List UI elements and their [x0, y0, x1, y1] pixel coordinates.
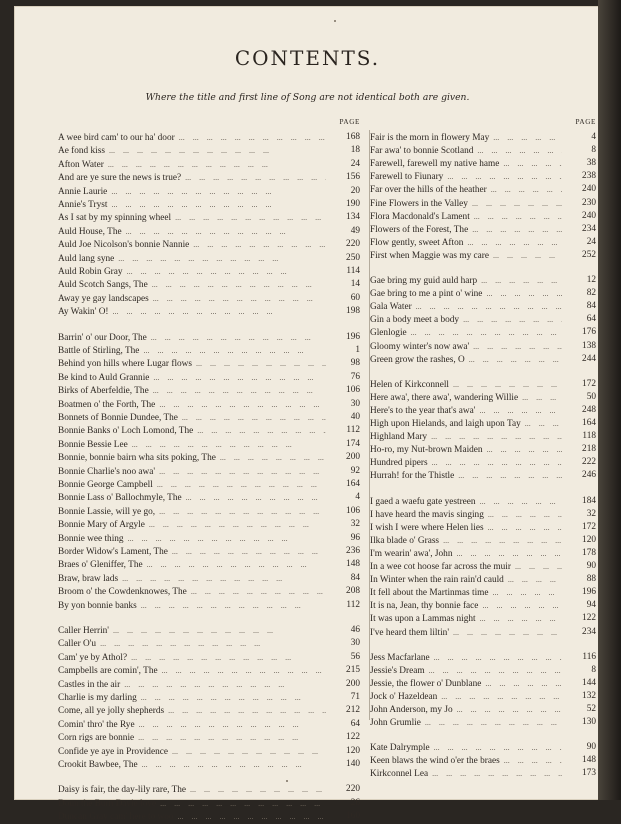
song-title: Jess Macfarlane ...	[370, 651, 562, 665]
contents-entry	[370, 560, 596, 573]
contents-entry	[370, 690, 596, 703]
contents-entry	[58, 637, 360, 650]
page-number: 116	[582, 651, 596, 662]
page-number: 238	[582, 171, 596, 182]
page-number: 30	[350, 638, 360, 649]
page-number: 82	[586, 288, 596, 299]
song-title: Auld House, The ...	[58, 225, 326, 239]
song-title: Bonnie wee thing ...	[58, 532, 326, 546]
song-title: Fine Flowers in the Valley ...	[370, 197, 562, 211]
song-title: I wish I were where Helen lies ...	[370, 521, 562, 535]
page-number: 122	[346, 732, 360, 743]
contents-entry	[370, 326, 596, 339]
contents-entry	[370, 586, 596, 599]
page-number: 215	[346, 665, 360, 676]
contents-entry	[370, 313, 596, 326]
song-title: Auld lang syne ...	[58, 252, 326, 266]
page-number: 148	[582, 755, 596, 766]
contents-entry	[370, 391, 596, 404]
page-number: 198	[346, 306, 360, 317]
song-title: Cam' ye by Athol? ...	[58, 651, 326, 665]
contents-entry	[370, 197, 596, 210]
page-number: 164	[582, 418, 596, 428]
song-title: Annie's Tryst ...	[58, 198, 326, 212]
song-title: Comin' thro' the Rye ...	[58, 718, 326, 732]
song-title: Afton Water ...	[58, 158, 326, 172]
page-number: 200	[346, 678, 360, 689]
song-title: Bonnie Mary of Argyle ...	[58, 518, 326, 532]
page-number: 148	[346, 559, 360, 570]
contents-entry	[58, 331, 360, 344]
page-number: 173	[582, 768, 596, 779]
contents-entry	[370, 249, 596, 262]
song-title: Far awa' to bonnie Scotland ...	[370, 144, 562, 158]
contents-entry	[370, 716, 596, 729]
song-title: High upon Hielands, and laigh upon Tay ...	[370, 417, 562, 431]
contents-entry	[370, 430, 596, 443]
song-title: Gae bring to me a pint o' wine ...	[370, 287, 562, 301]
page-number: 98	[350, 358, 360, 369]
contents-entry	[58, 599, 360, 612]
song-title: Flow gently, sweet Afton ...	[370, 236, 562, 250]
contents-entry	[58, 532, 360, 545]
page-number: 64	[350, 718, 360, 729]
contents-entry	[370, 664, 596, 677]
contents-entry	[58, 731, 360, 744]
page-number: 174	[346, 438, 360, 449]
song-title: Helen of Kirkconnell ...	[370, 378, 562, 392]
contents-entry	[58, 572, 360, 585]
book-page	[14, 6, 601, 823]
contents-entry	[370, 353, 596, 366]
song-title: I'm wearin' awa', John ...	[370, 547, 562, 561]
song-title: Hundred pipers ...	[370, 456, 562, 470]
contents-entry	[370, 651, 596, 664]
page-number: 120	[346, 745, 360, 756]
page-number: 92	[350, 465, 360, 476]
page-number: 40	[350, 412, 360, 422]
page-number: 132	[582, 690, 596, 701]
song-title: I have heard the mavis singing ...	[370, 508, 562, 522]
contents-entry	[370, 456, 596, 469]
song-title: In Winter when the rain rain'd cauld ...	[370, 573, 562, 587]
song-title: Battle of Stirling, The ...	[58, 344, 326, 358]
contents-entry	[58, 371, 360, 384]
contents-entry	[58, 265, 360, 278]
contents-entry	[370, 741, 596, 754]
page-number: 24	[586, 236, 596, 247]
page-number: 112	[346, 425, 360, 436]
page-number: 90	[586, 742, 596, 753]
contents-entry	[370, 274, 596, 287]
song-title: Duncan Gray cam' here to woo ...	[58, 810, 326, 824]
song-title: It is na, Jean, thy bonnie face ...	[370, 599, 562, 613]
contents-entry	[58, 545, 360, 558]
page-number: 252	[582, 249, 596, 260]
page-number: 4	[591, 132, 596, 142]
song-title: Braes o' Gleniffer, The ...	[58, 558, 326, 572]
song-title: Here awa', there awa', wandering Willie ...	[370, 391, 562, 405]
contents-entry	[58, 131, 360, 144]
contents-entry	[58, 278, 360, 291]
song-title: Farewell, farewell my native hame ...	[370, 157, 562, 171]
contents-entry	[370, 236, 596, 249]
contents-entry	[370, 547, 596, 560]
page-number: 234	[582, 223, 596, 234]
song-title: Be kind to Auld Grannie ...	[58, 371, 326, 385]
page-number: 200	[346, 452, 360, 463]
contents-entry	[370, 495, 596, 508]
song-title: Barrin' o' our Door, The ...	[58, 331, 326, 345]
page-number: 230	[582, 197, 596, 208]
contents-entry	[58, 238, 360, 251]
page-number: 32	[350, 519, 360, 530]
page-number: 84	[586, 301, 596, 312]
contents-entry	[58, 585, 360, 598]
page-number: 130	[582, 717, 596, 728]
contents-entry	[58, 624, 360, 637]
contents-entry	[58, 505, 360, 518]
contents-entry	[58, 664, 360, 677]
page-number: 114	[346, 266, 360, 276]
song-title: By yon bonnie banks ...	[58, 599, 326, 613]
song-title: Annie Laurie ...	[58, 185, 326, 199]
contents-entry	[370, 157, 596, 170]
contents-entry	[370, 223, 596, 236]
page-number: 208	[346, 586, 360, 597]
page-number: 220	[346, 239, 360, 250]
contents-entry	[58, 384, 360, 397]
song-title: Flowers of the Forest, The ...	[370, 223, 562, 237]
song-title: Birks of Aberfeldie, The ...	[58, 384, 326, 398]
song-title: Bonnie Lassie, will ye go, ...	[58, 505, 326, 519]
page-number: 240	[582, 210, 596, 221]
contents-entry	[58, 252, 360, 265]
page-number: 178	[582, 547, 596, 558]
contents-entry	[58, 451, 360, 464]
contents-entry	[58, 691, 360, 704]
contents-entry	[58, 424, 360, 437]
page-number: 20	[350, 185, 360, 196]
page-number: 64	[586, 314, 596, 325]
song-title: And are ye sure the news is true? ...	[58, 171, 326, 185]
page-number: 122	[582, 613, 596, 624]
page-number: 156	[346, 172, 360, 183]
page-number: 52	[586, 704, 596, 714]
page-number: 234	[582, 626, 596, 637]
contents-entry	[370, 469, 596, 482]
song-title: Ilka blade o' Grass ...	[370, 534, 562, 548]
page-number: 30	[350, 398, 360, 409]
page-number: 24	[350, 158, 360, 169]
contents-entry	[58, 783, 360, 796]
song-title: I've heard them liltin' ...	[370, 626, 562, 640]
song-title: Fair is the morn in flowery May ...	[370, 131, 562, 145]
page-number: 248	[582, 404, 596, 415]
contents-entry	[370, 300, 596, 313]
book-spine	[598, 0, 621, 800]
song-title: Auld Joe Nicolson's bonnie Nannie ...	[58, 238, 326, 252]
page-number: 168	[346, 132, 360, 142]
song-title: Ho-ro, my Nut-brown Maiden ...	[370, 443, 562, 457]
song-title: Bonnie George Campbell ...	[58, 478, 326, 492]
song-title: Caller Herrin' ...	[58, 624, 326, 638]
contents-entry	[370, 521, 596, 534]
song-title: Farewell to Fiunary ...	[370, 170, 562, 184]
song-title: Boatmen o' the Forth, The ...	[58, 398, 326, 412]
page-number: 184	[582, 495, 596, 506]
contents-entry	[370, 417, 596, 430]
contents-entry	[58, 198, 360, 211]
song-title: Jessie's Dream ...	[370, 664, 562, 678]
contents-entry	[370, 183, 596, 196]
song-title: Jessie, the flower o' Dunblane ...	[370, 677, 562, 691]
page-number: 94	[586, 600, 596, 611]
contents-entry	[370, 170, 596, 183]
page-number: 32	[586, 508, 596, 519]
page-number: 46	[350, 625, 360, 635]
page-number: 138	[582, 340, 596, 351]
song-title: First when Maggie was my care ...	[370, 249, 562, 263]
contents-entry	[58, 465, 360, 478]
contents-entry	[58, 478, 360, 491]
page-number: 8	[591, 664, 596, 675]
page-number: 244	[582, 353, 596, 364]
contents-entry	[58, 398, 360, 411]
page-subtitle: Where the title and first line of Song are not identical both are given.	[145, 92, 470, 103]
page-number: 190	[346, 199, 360, 209]
contents-entry	[58, 225, 360, 238]
page-number: 106	[346, 505, 360, 516]
contents-entry	[58, 678, 360, 691]
song-title: Corn rigs are bonnie ...	[58, 731, 326, 745]
page-number: 140	[346, 759, 360, 769]
page-number: 246	[582, 470, 596, 481]
page-number: 240	[582, 184, 596, 195]
page-number: 106	[346, 385, 360, 396]
contents-entry	[58, 491, 360, 504]
page-number: 172	[582, 521, 596, 532]
song-title: Gloomy winter's now awa' ...	[370, 340, 562, 354]
page-number: 250	[346, 252, 360, 263]
page-number: 14	[350, 279, 360, 290]
contents-entry	[370, 626, 596, 639]
song-title: Gae bring my guid auld harp ...	[370, 274, 562, 288]
song-title: Crookit Bawbee, The ...	[58, 758, 326, 772]
page-number: 196	[346, 331, 360, 342]
contents-entry	[370, 144, 596, 157]
contents-entry	[370, 443, 596, 456]
page-number: 134	[346, 212, 360, 223]
song-title: Here's to the year that's awa' ...	[370, 404, 562, 418]
paper-speck	[334, 20, 336, 22]
page-column-header: PAGE	[339, 118, 360, 126]
song-title: Kate Dalrymple ...	[370, 741, 562, 755]
contents-entry	[58, 171, 360, 184]
contents-entry	[58, 558, 360, 571]
contents-entry	[58, 438, 360, 451]
contents-entry	[370, 508, 596, 521]
song-title: Come, all ye jolly shepherds ...	[58, 704, 326, 718]
song-title: In a wee cot hoose far across the muir ...	[370, 560, 562, 574]
page-title: CONTENTS.	[234, 46, 381, 70]
contents-entry	[58, 211, 360, 224]
contents-entry	[58, 144, 360, 157]
page-number: 71	[350, 692, 360, 702]
contents-entry	[58, 344, 360, 357]
song-title: Highland Mary ...	[370, 430, 562, 444]
song-title: Confide ye aye in Providence ...	[58, 745, 326, 759]
song-title: John Grumlie ...	[370, 716, 562, 730]
contents-entry	[58, 518, 360, 531]
song-title: Ay Wakin' O! ...	[58, 305, 326, 319]
contents-entry	[370, 340, 596, 353]
contents-entry	[58, 292, 360, 305]
contents-entry	[58, 651, 360, 664]
song-title: Bonnie, bonnie bairn wha sits poking, The ...	[58, 451, 326, 465]
page-number: 50	[586, 391, 596, 402]
page-number: 160	[346, 811, 360, 822]
song-title: Keen blaws the wind o'er the braes ...	[370, 754, 562, 768]
song-title: Gin a body meet a body ...	[370, 313, 562, 327]
contents-entry	[370, 404, 596, 417]
page-number: 222	[582, 457, 596, 468]
song-title: Auld Robin Gray ...	[58, 265, 326, 279]
song-title: Jock o' Hazeldean ...	[370, 690, 562, 704]
contents-entry	[370, 131, 596, 144]
page-number: 112	[346, 599, 360, 610]
page-number: 120	[582, 534, 596, 545]
contents-entry	[58, 810, 360, 823]
contents-entry	[58, 718, 360, 731]
page-number: 38	[586, 158, 596, 169]
page-number: 172	[582, 378, 596, 389]
page-number: 60	[350, 292, 360, 303]
page-number: 84	[350, 572, 360, 583]
contents-entry	[58, 158, 360, 171]
song-title: Bonnie Charlie's noo awa' ...	[58, 465, 326, 479]
page-number: 76	[350, 371, 360, 382]
contents-entry	[370, 573, 596, 586]
page-number: 18	[350, 145, 360, 156]
page-number: 176	[582, 327, 596, 338]
song-title: Bonnie Banks o' Loch Lomond, The ...	[58, 424, 326, 438]
song-title: Campbells are comin', The ...	[58, 664, 326, 678]
contents-entry	[370, 534, 596, 547]
song-title: Border Widow's Lament, The ...	[58, 545, 326, 559]
song-title: Glenlogie ...	[370, 326, 562, 340]
page-number: 1	[355, 345, 360, 355]
page-number: 4	[355, 492, 360, 503]
song-title: Ae fond kiss ...	[58, 144, 326, 158]
song-title: Braw, braw lads ...	[58, 572, 326, 586]
song-title: Bonnets of Bonnie Dundee, The ...	[58, 411, 326, 425]
page-number: 196	[582, 587, 596, 598]
song-title: Bonnie Lass o' Ballochmyle, The ...	[58, 491, 326, 505]
song-title: Flora Macdonald's Lament ...	[370, 210, 562, 224]
song-title: Charlie is my darling ...	[58, 691, 326, 705]
page-number: 118	[582, 431, 596, 442]
contents-entry	[58, 758, 360, 771]
song-title: A wee bird cam' to our ha' door ...	[58, 131, 326, 145]
song-title: Gala Water ...	[370, 300, 562, 314]
page-number: 26	[350, 797, 360, 808]
contents-entry	[370, 210, 596, 223]
song-title: Bonnie Bessie Lee ...	[58, 438, 326, 452]
song-title: As I sat by my spinning wheel ...	[58, 211, 326, 225]
contents-entry	[370, 287, 596, 300]
song-title: Caller O'u ...	[58, 637, 326, 651]
song-title: Behind yon hills where Lugar flows ...	[58, 357, 326, 371]
page-number: 96	[350, 532, 360, 543]
song-title: It fell about the Martinmas time ...	[370, 586, 562, 600]
contents-entry	[58, 704, 360, 717]
contents-entry	[58, 797, 360, 810]
song-title: John Anderson, my Jo ...	[370, 703, 562, 717]
page-number: 49	[350, 225, 360, 236]
page-column-header: PAGE	[575, 118, 596, 126]
song-title: I gaed a waefu gate yestreen ...	[370, 495, 562, 509]
contents-entry	[58, 411, 360, 424]
page-number: 220	[346, 784, 360, 795]
page-number: 218	[582, 444, 596, 455]
contents-entry	[370, 754, 596, 767]
song-title: Away ye gay landscapes ...	[58, 292, 326, 306]
song-title: Hurrah! for the Thistle ...	[370, 469, 562, 483]
song-title: It was upon a Lammas night ...	[370, 612, 562, 626]
song-title: Green grow the rashes, O ...	[370, 353, 562, 367]
song-title: Auld Scotch Sangs, The ...	[58, 278, 326, 292]
contents-entry	[58, 185, 360, 198]
song-title: Far over the hills of the heather ...	[370, 183, 562, 197]
contents-entry	[370, 767, 596, 780]
contents-entry	[370, 677, 596, 690]
page-number: 88	[586, 574, 596, 585]
page-number: 8	[591, 145, 596, 156]
contents-entry	[370, 599, 596, 612]
song-title: Daisy is fair, the day-lily rare, The ...	[58, 783, 326, 797]
page-number: 212	[346, 705, 360, 716]
contents-entry	[370, 703, 596, 716]
contents-entry	[370, 612, 596, 625]
page-number: 56	[350, 651, 360, 662]
song-title: Broom o' the Cowdenknowes, The ...	[58, 585, 326, 599]
contents-entry	[58, 745, 360, 758]
page-number: 236	[346, 546, 360, 556]
song-title: Castles in the air ...	[58, 678, 326, 692]
song-title: Kirkconnel Lea ...	[370, 767, 562, 781]
paper-speck	[286, 780, 288, 782]
page-number: 90	[586, 561, 596, 571]
contents-entry	[58, 305, 360, 318]
song-title: Doun the Burn Davie love ...	[58, 797, 326, 811]
page-number: 144	[582, 677, 596, 688]
contents-entry	[370, 378, 596, 391]
page-number: 164	[346, 479, 360, 489]
page-number: 12	[586, 275, 596, 285]
contents-entry	[58, 357, 360, 370]
